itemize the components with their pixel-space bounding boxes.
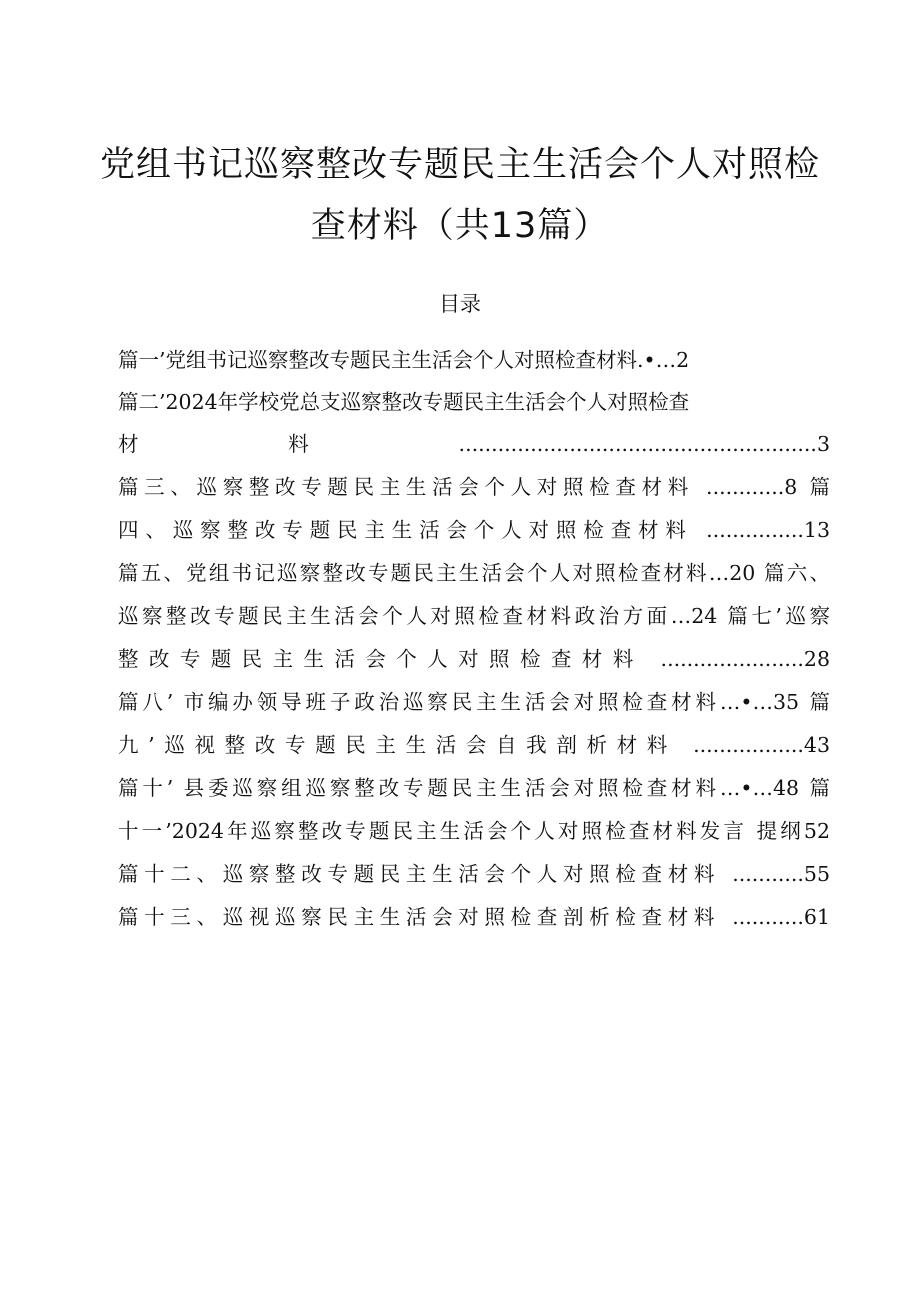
toc-line[interactable]: 九’巡视整改专题民主生活会自我剖析材料 .................43 xyxy=(118,733,830,757)
toc-line[interactable]: 篇十三、巡视巡察民主生活会对照检查剖析检查材料 ...........61 xyxy=(118,905,830,929)
toc-line[interactable]: 篇五、党组书记巡察整改专题民主生活会个人对照检查材料…20 篇六、 xyxy=(118,561,830,585)
document-title-line-1: 党组书记巡察整改专题民主生活会个人对照检 xyxy=(99,145,820,185)
toc-line[interactable]: 篇十二、巡察整改专题民主生活会个人对照检查材料 ...........55 xyxy=(118,862,830,886)
toc-line[interactable]: 整改专题民主生活会个人对照检查材料 ......................28 xyxy=(118,647,830,671)
toc-line[interactable]: 篇一’党组书记巡察整改专题民主生活会个人对照检查材料.•…2 xyxy=(118,348,690,372)
toc-line[interactable]: 篇八’ 市编办领导班子政治巡察民主生活会对照检查材料…•…35 篇 xyxy=(118,690,830,714)
toc-line[interactable]: 篇十’ 县委巡察组巡察整改专题民主生活会对照检查材料…•…48 篇 xyxy=(118,776,830,800)
document-title-line-2: 查材料（共13篇） xyxy=(310,206,610,246)
toc-heading: 目录 xyxy=(439,292,481,316)
toc-line[interactable]: 四、巡察整改专题民主生活会个人对照检查材料 ...............13 xyxy=(118,518,830,542)
toc-line[interactable]: 材料.......................................................3 xyxy=(118,432,830,456)
toc-line[interactable]: 篇三、巡察整改专题民主生活会个人对照检查材料 ............8 篇 xyxy=(118,475,830,499)
toc-line[interactable]: 巡察整改专题民主生活会个人对照检查材料政治方面…24 篇七’巡察 xyxy=(118,604,830,628)
toc-line[interactable]: 篇二’2024年学校党总支巡察整改专题民主生活会个人对照检查 xyxy=(118,390,690,414)
toc-line[interactable]: 十一’2024年巡察整改专题民主生活会个人对照检查材料发言 提纲52 xyxy=(118,819,830,843)
